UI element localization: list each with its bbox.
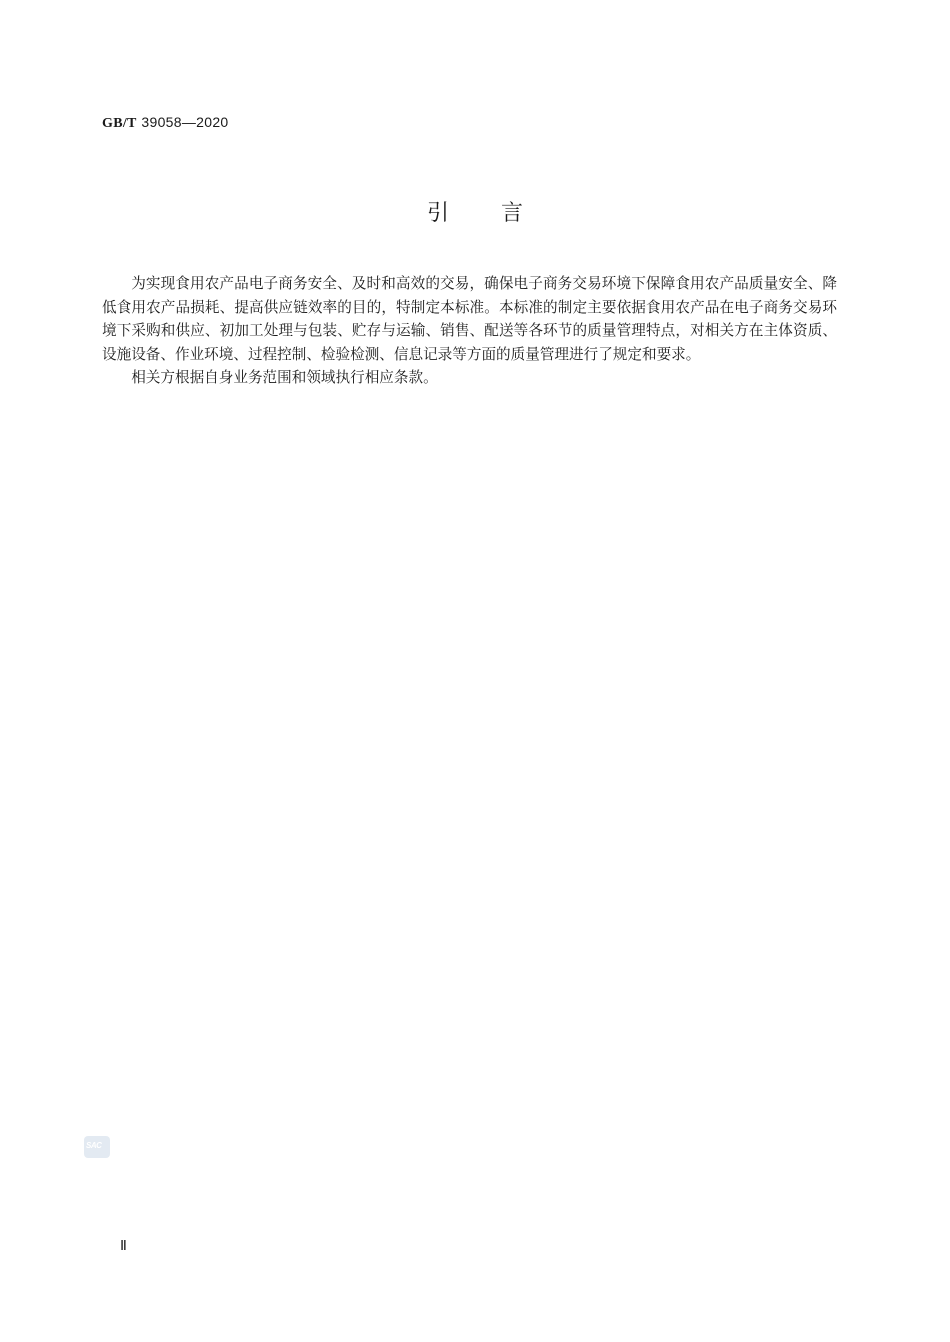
page-number: Ⅱ: [120, 1239, 127, 1254]
sac-watermark-logo: [84, 1136, 110, 1158]
standard-code: 39058—2020: [141, 114, 229, 130]
standard-prefix: GB/T: [102, 116, 137, 131]
watermark-text: SAC: [86, 1141, 102, 1150]
standard-number: [102, 114, 229, 132]
paragraph-2: 相关方根据自身业务范围和领域执行相应条款。: [131, 369, 438, 386]
section-title: 引言: [426, 201, 575, 226]
paragraph-1: 为实现食用农产品电子商务安全、及时和高效的交易，确保电子商务交易环境下保障食用农产品质量安全、降低食用农产品损耗、提高供应链效率的目的，特制定本标准。本标准的制定主要依据食用农产品在电子商务交易环境下采购和供应、初加工处理与包装、贮存与运输、销售、配送等各环节的质量管理特点，对相关方在主体资质、设施设备、作业环境、过程控制、检验检测、信息记录等方面的质量管理进行了规定和要求。: [102, 275, 837, 363]
body-text: [102, 272, 837, 390]
